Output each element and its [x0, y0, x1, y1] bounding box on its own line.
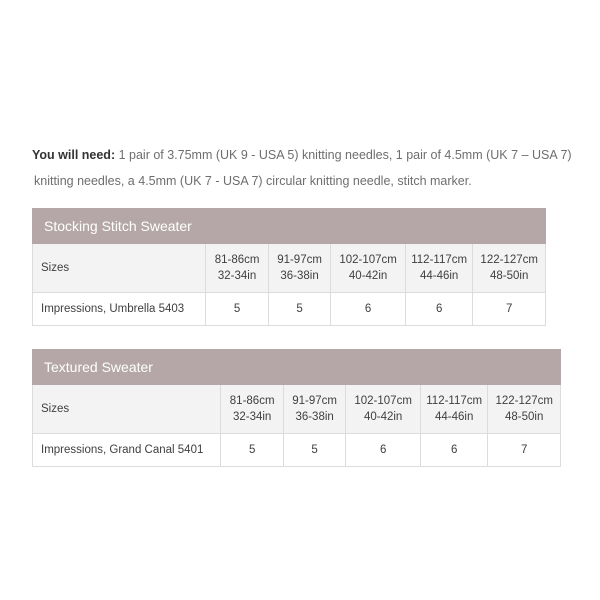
quantity-cell: 6	[420, 434, 488, 467]
stocking-stitch-table	[32, 208, 546, 326]
sizes-row	[33, 244, 546, 293]
table-header-row	[33, 350, 561, 385]
size-cell	[268, 244, 330, 293]
requirements-label: You will need:	[32, 148, 116, 162]
quantity-cell: 6	[331, 293, 406, 326]
quantity-cell: 5	[221, 434, 283, 467]
size-cell	[420, 385, 488, 434]
size-in: 36-38in	[295, 411, 334, 423]
size-cell	[346, 385, 421, 434]
size-cm: 112-117cm	[411, 254, 468, 266]
size-in: 32-34in	[217, 270, 257, 282]
size-cm: 91-97cm	[292, 395, 337, 407]
size-in: 44-46in	[419, 270, 459, 282]
size-cm: 122-127cm	[495, 395, 553, 407]
quantity-cell: 5	[283, 434, 345, 467]
table-title: Textured Sweater	[33, 350, 561, 385]
size-cm: 91-97cm	[277, 254, 322, 266]
size-in: 40-42in	[348, 270, 388, 282]
yarn-label: Impressions, Grand Canal 5401	[33, 434, 221, 467]
size-cm: 81-86cm	[214, 254, 260, 266]
quantity-cell: 6	[346, 434, 421, 467]
table-header-row	[33, 209, 546, 244]
yarn-label: Impressions, Umbrella 5403	[33, 293, 206, 326]
size-cm: 112-117cm	[426, 395, 483, 407]
requirements-line-2: knitting needles, a 4.5mm (UK 7 - USA 7) circular knitting needle, stitch marker.	[34, 174, 472, 188]
quantity-cell: 6	[405, 293, 473, 326]
requirements-text-1: 1 pair of 3.75mm (UK 9 - USA 5) knitting needles, 1 pair of 4.5mm (UK 7 – USA 7)	[115, 148, 572, 162]
size-cell	[405, 244, 473, 293]
size-cell	[331, 244, 406, 293]
quantity-cell: 5	[268, 293, 330, 326]
size-cell	[283, 385, 345, 434]
size-cell	[206, 244, 268, 293]
size-in: 48-50in	[505, 411, 544, 423]
size-in: 48-50in	[490, 270, 529, 282]
sizes-label: Sizes	[33, 385, 221, 434]
size-cm: 81-86cm	[229, 395, 275, 407]
size-cm: 102-107cm	[339, 254, 397, 266]
requirements-line-1	[32, 142, 592, 168]
size-cm: 102-107cm	[354, 395, 412, 407]
yarn-row	[33, 293, 546, 326]
size-cell	[473, 244, 546, 293]
size-in: 44-46in	[434, 411, 474, 423]
quantity-cell: 7	[473, 293, 546, 326]
quantity-cell: 5	[206, 293, 268, 326]
size-cm: 122-127cm	[480, 254, 538, 266]
textured-sweater-table	[32, 349, 561, 467]
quantity-cell: 7	[488, 434, 561, 467]
sizes-row	[33, 385, 561, 434]
requirements-text	[32, 142, 592, 194]
yarn-row	[33, 434, 561, 467]
table-title: Stocking Stitch Sweater	[33, 209, 546, 244]
size-in: 32-34in	[232, 411, 272, 423]
size-in: 36-38in	[280, 270, 319, 282]
size-cell	[488, 385, 561, 434]
sizes-label: Sizes	[33, 244, 206, 293]
size-in: 40-42in	[363, 411, 403, 423]
size-cell	[221, 385, 283, 434]
